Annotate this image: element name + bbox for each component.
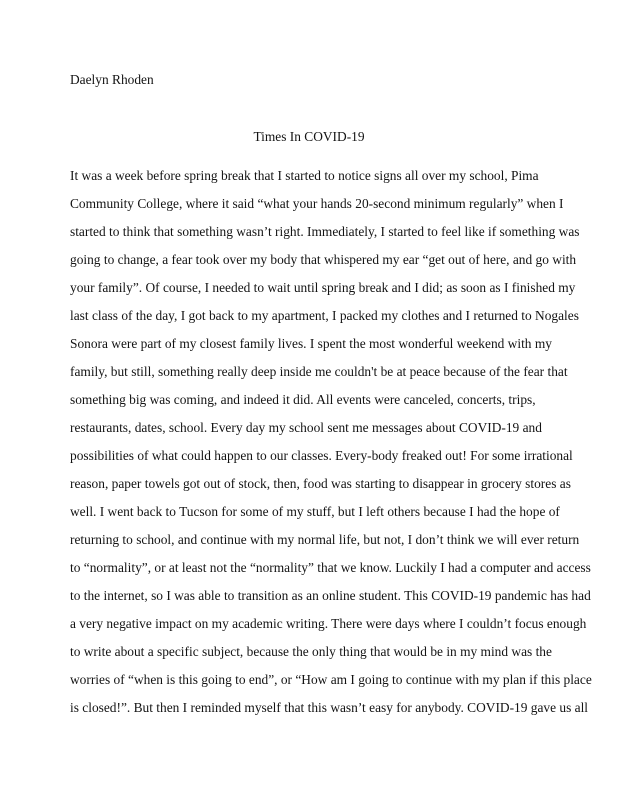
body-line: possibilities of what could happen to our classes. Every-body freaked out! For some irrational <box>70 448 573 463</box>
body-line: family, but still, something really deep inside me couldn't be at peace because of the fear that <box>70 364 568 379</box>
body-line: a very negative impact on my academic writing. There were days where I couldn’t focus enough <box>70 616 587 631</box>
body-line: It was a week before spring break that I started to notice signs all over my school, Pima <box>70 168 539 183</box>
body-line: to write about a specific subject, because the only thing that would be in my mind was the <box>70 644 552 659</box>
body-line: worries of “when is this going to end”, or “How am I going to continue with my plan if this place <box>70 672 592 687</box>
body-line: Community College, where it said “what your hands 20-second minimum regularly” when I <box>70 196 564 211</box>
body-line: started to think that something wasn’t right. Immediately, I started to feel like if something was <box>70 224 580 239</box>
body-line: is closed!”. But then I reminded myself that this wasn’t easy for anybody. COVID-19 gave us all <box>70 700 589 715</box>
body-line: your family”. Of course, I needed to wait until spring break and I did; as soon as I finished my <box>70 280 576 295</box>
body-line: restaurants, dates, school. Every day my school sent me messages about COVID-19 and <box>70 420 542 435</box>
body-line: something big was coming, and indeed it did. All events were canceled, concerts, trips, <box>70 392 536 407</box>
body-line: going to change, a fear took over my body that whispered my ear “get out of here, and go with <box>70 252 577 267</box>
author-name: Daelyn Rhoden <box>70 72 154 87</box>
body-line: to the internet, so I was able to transition as an online student. This COVID-19 pandemic has had <box>70 588 591 603</box>
body-line: well. I went back to Tucson for some of my stuff, but I left others because I had the hope of <box>70 504 560 519</box>
essay-body <box>70 162 592 722</box>
body-line: last class of the day, I got back to my apartment, I packed my clothes and I returned to Nogales <box>70 308 579 323</box>
body-line: to “normality”, or at least not the “normality” that we know. Luckily I had a computer and access <box>70 560 591 575</box>
body-line: returning to school, and continue with my normal life, but not, I don’t think we will ever return <box>70 532 580 547</box>
body-line: Sonora were part of my closest family lives. I spent the most wonderful weekend with my <box>70 336 552 351</box>
body-line: reason, paper towels got out of stock, then, food was starting to disappear in grocery stores as <box>70 476 571 491</box>
document-title: Times In COVID-19 <box>253 129 365 144</box>
